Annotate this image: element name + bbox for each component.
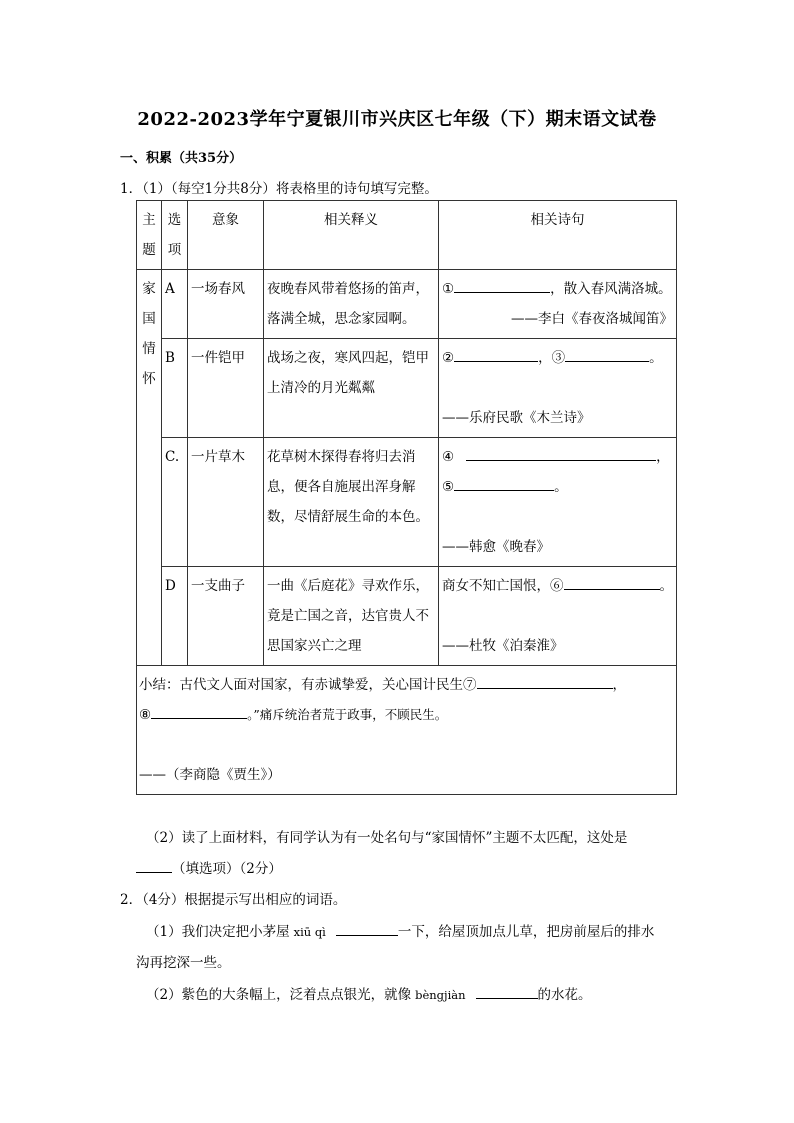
pinyin-hint: xiū qì (293, 925, 326, 939)
poem-text: 。 (649, 350, 663, 366)
answer-blank-word-2[interactable] (476, 985, 538, 1000)
meaning-cell: 战场之夜，寒风四起，铠甲上清冷的月光粼粼 (264, 339, 439, 438)
exam-title: 2022-2023学年宁夏银川市兴庆区七年级（下）期末语文试卷 (137, 109, 657, 130)
table-header-row (137, 201, 677, 270)
question-2-part1-line2: 沟再挖深一些。 (136, 955, 231, 971)
poem-label: ① (442, 281, 455, 297)
header-poem: 相关诗句 (439, 201, 677, 270)
option-cell: D (162, 567, 188, 666)
meaning-cell: 一曲《后庭花》寻欢作乐，竟是亡国之音，达官贵人不思国家兴亡之理 (264, 567, 439, 666)
poem-source: ——韩愈《晚春》 (442, 539, 550, 555)
option-cell: C. (162, 438, 188, 567)
answer-blank-4[interactable] (466, 447, 656, 462)
answer-blank-5[interactable] (454, 477, 554, 492)
poem-text: ，散入春风满洛城。 (550, 281, 672, 297)
question-1-part2: （2）读了上面材料，有同学认为有一处名句与“家国情怀”主题不太匹配，这处是 (146, 830, 628, 846)
summary-row (137, 666, 677, 795)
table-row (137, 567, 677, 666)
poem-label: ② (442, 350, 455, 366)
poem-source: ——乐府民歌《木兰诗》 (442, 410, 591, 426)
question-1-intro: 1．（1）（每空1分共8分）将表格里的诗句填写完整。 (120, 181, 438, 197)
image-cell: 一支曲子 (188, 567, 264, 666)
theme-cell: 家 国 情 怀 (137, 270, 162, 666)
pinyin-hint: bèngjiàn (415, 988, 466, 1002)
poem-label: ④ (442, 449, 455, 465)
table-row (137, 438, 677, 567)
header-option: 选 项 (162, 201, 188, 270)
option-cell: A (162, 270, 188, 339)
answer-blank-word-1[interactable] (336, 922, 398, 937)
answer-blank-3[interactable] (565, 348, 649, 363)
poem-text: 。 (554, 479, 568, 495)
image-cell: 一件铠甲 (188, 339, 264, 438)
header-image: 意象 (188, 201, 264, 270)
answer-blank-2[interactable] (454, 348, 538, 363)
poem-source: ——杜牧《泊秦淮》 (442, 638, 564, 654)
answer-blank-6[interactable] (564, 576, 660, 591)
question-text: （填选项）（2分） (172, 861, 282, 877)
question-2-part1 (146, 920, 654, 940)
poem-cell (439, 270, 677, 339)
header-theme: 主 题 (137, 201, 162, 270)
answer-blank-8[interactable] (151, 705, 247, 720)
option-cell: B (162, 339, 188, 438)
poem-table (136, 200, 677, 795)
meaning-cell: 夜晚春风带着悠扬的笛声，落满全城，思念家园啊。 (264, 270, 439, 339)
table-row (137, 339, 677, 438)
summary-text: 小结：古代文人面对国家，有赤诚挚爱，关心国计民生⑦ (139, 677, 477, 693)
image-cell: 一场春风 (188, 270, 264, 339)
question-text: （1）我们决定把小茅屋 (146, 924, 290, 940)
question-text: 的水花。 (537, 987, 592, 1003)
poem-text: 商女不知亡国恨，⑥ (442, 578, 564, 594)
image-cell: 一片草木 (188, 438, 264, 567)
poem-text: ， (656, 449, 670, 465)
poem-label: ，③ (538, 350, 566, 366)
summary-source: ——（李商隐《贾生》） (139, 767, 281, 783)
poem-label: ⑤ (442, 479, 455, 495)
answer-blank-1[interactable] (454, 279, 550, 294)
meaning-cell: 花草树木探得春将归去消息，便各自施展出浑身解数，尽情舒展生命的本色。 (264, 438, 439, 567)
section-heading: 一、积累（共35分） (120, 151, 243, 166)
question-text: （2）紫色的大条幅上，泛着点点银光，就像 (146, 987, 412, 1003)
summary-label: ⑧ (139, 707, 152, 723)
poem-source: ——李白《春夜洛城闻笛》 (511, 311, 673, 327)
question-2-intro: 2．（4分）根据提示写出相应的词语。 (120, 892, 347, 908)
poem-cell (439, 567, 677, 666)
question-text: 一下，给屋顶加点儿草，把房前屋后的排水 (397, 924, 655, 940)
header-meaning: 相关释义 (264, 201, 439, 270)
poem-cell (439, 438, 677, 567)
answer-blank-option[interactable] (136, 859, 172, 874)
summary-text: 。”痛斥统治者荒于政事，不顾民生。 (247, 707, 448, 722)
summary-text: ， (612, 677, 626, 693)
table-row (137, 270, 677, 339)
question-1-part2-line2 (136, 857, 282, 877)
question-2-part2 (146, 983, 592, 1003)
poem-cell (439, 339, 677, 438)
answer-blank-7[interactable] (477, 675, 613, 690)
poem-text: 。 (659, 578, 673, 594)
